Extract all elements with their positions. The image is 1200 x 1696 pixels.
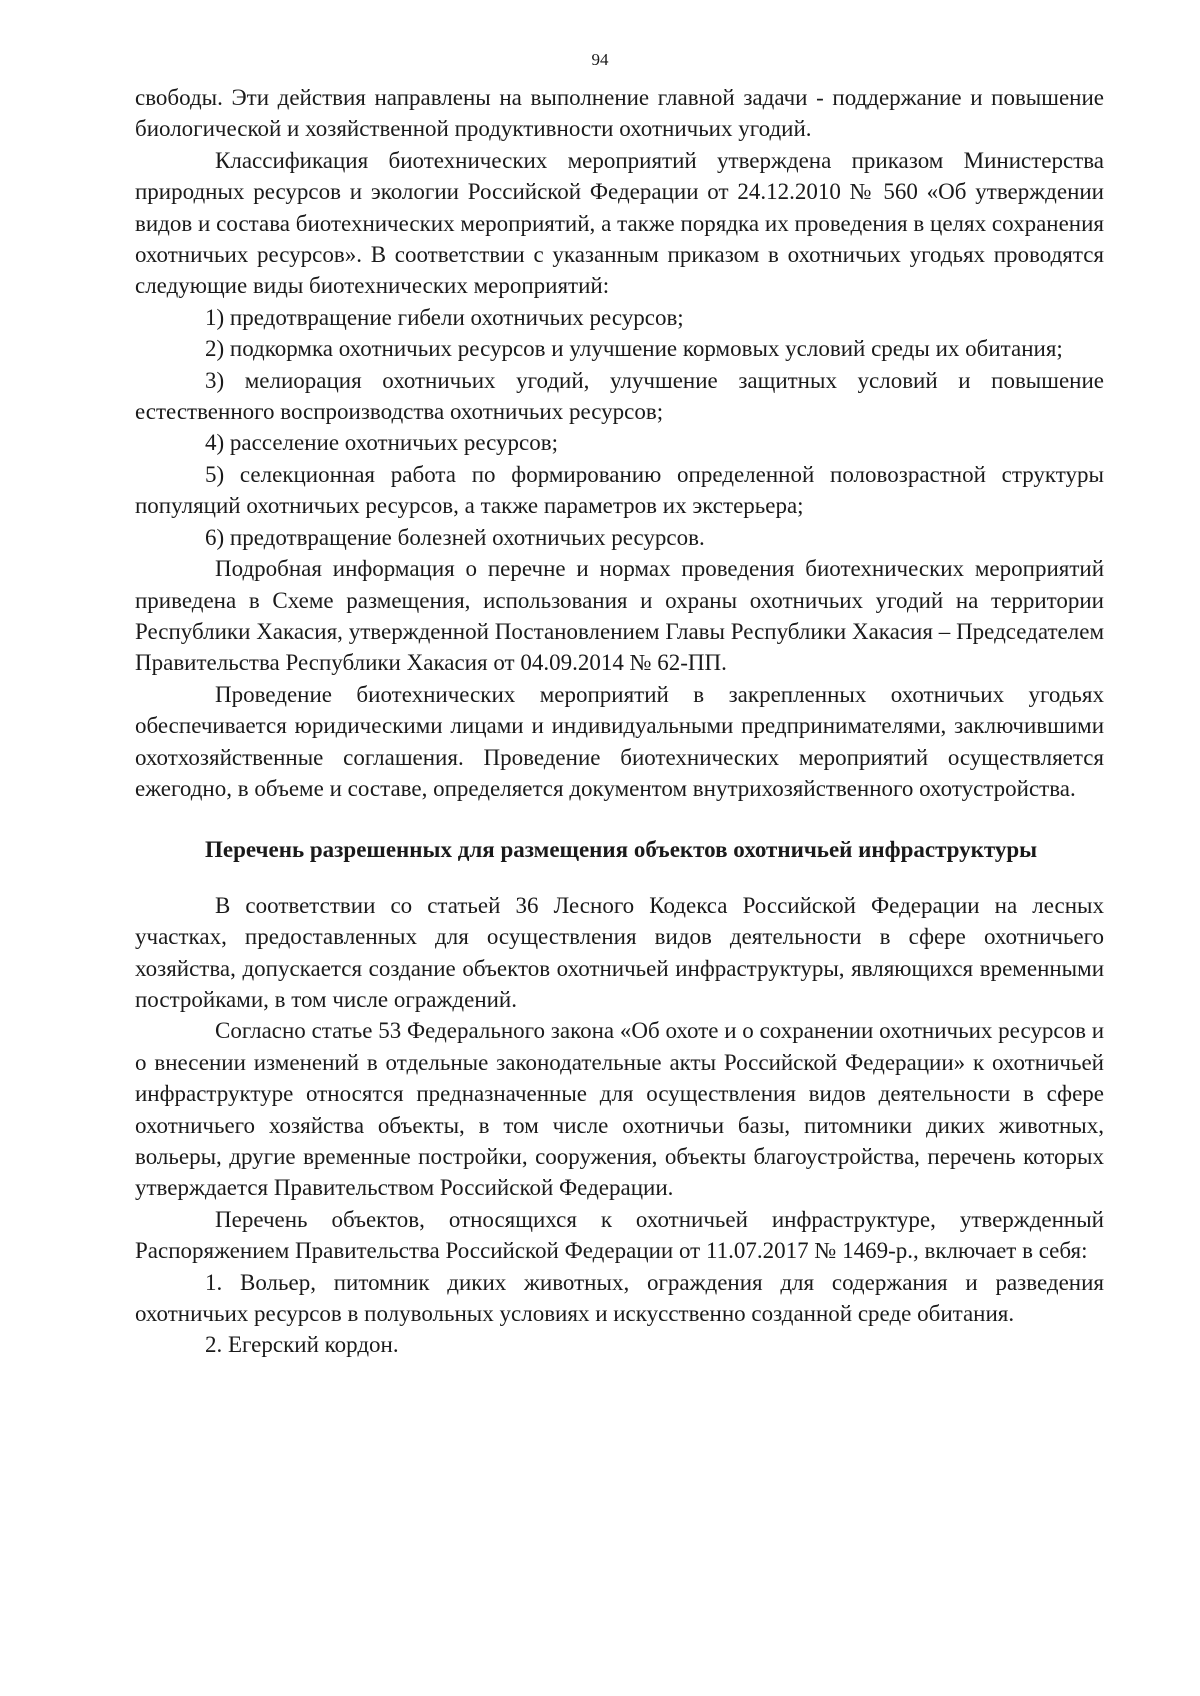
page-number: 94 (591, 50, 609, 69)
list-item: 6) предотвращение болезней охотничьих ресурсов. (205, 524, 705, 550)
list-item: 1) предотвращение гибели охотничьих ресурсов; (205, 304, 684, 330)
list-item: 2) подкормка охотничьих ресурсов и улучшение кормовых условий среды их обитания; (205, 336, 1063, 362)
list-item: 1. Вольер, питомник диких животных, ограждения для содержания и разведения охотничьих ресурсов в полувольных условиях и искусственно созданной среде обитания. (135, 1269, 1104, 1327)
paragraph-federal-law: Согласно статье 53 Федерального закона «Об охоте и о сохранении охотничьих ресурсов и о внесении изменений в отдельные законодательные акты Российской Федерации» к охотничьей инфраструктуре относятся предназначенные для осуществления видов деятельности в сфере охотничьего хозяйства объекты, в том числе охотничьи базы, питомники диких животных, вольеры, другие временные постройки, сооружения, объекты благоустройства, перечень которых утверждается Правительством Российской Федерации. (135, 1018, 1104, 1201)
paragraph-conduct: Проведение биотехнических мероприятий в закрепленных охотничьих угодьях обеспечивается юридическими лицами и индивидуальными предпринимателями, заключившими охотхозяйственные соглашения. Проведение биотехнических мероприятий осуществляется ежегодно, в объеме и составе, определяется документом внутрихозяйственного охотустройства. (135, 681, 1104, 801)
paragraph-classification: Классификация биотехнических мероприятий утверждена приказом Министерства природных ресурсов и экологии Российской Федерации от 24.12.2010 № 560 «Об утверждении видов и состава биотехнических мероприятий, а также порядка их проведения в целях сохранения охотничьих ресурсов». В соответствии с указанным приказом в охотничьих угодьях проводятся следующие виды биотехнических мероприятий: (135, 147, 1104, 299)
list-item: 3) мелиорация охотничьих угодий, улучшение защитных условий и повышение естественного воспроизводства охотничьих ресурсов; (135, 367, 1104, 425)
paragraph-forest-code: В соответствии со статьей 36 Лесного Кодекса Российской Федерации на лесных участках, предоставленных для осуществления видов деятельности в сфере охотничьего хозяйства, допускается создание объектов охотничьей инфраструктуры, являющихся временными постройками, в том числе ограждений. (135, 892, 1104, 1012)
paragraph-intro: свободы. Эти действия направлены на выполнение главной задачи - поддержание и повышение биологической и хозяйственной продуктивности охотничьих угодий. (135, 85, 1104, 142)
paragraph-detail: Подробная информация о перечне и нормах проведения биотехнических мероприятий приведена в Схеме размещения, использования и охраны охотничьих угодий на территории Республики Хакасия, утвержденной Постановлением Главы Республики Хакасия – Председателем Правительства Республики Хакасия от 04.09.2014 № 62-ПП. (135, 556, 1104, 676)
paragraph-list-intro: Перечень объектов, относящихся к охотничьей инфраструктуре, утвержденный Распоряжением Правительства Российской Федерации от 11.07.2017 № 1469-р., включает в себя: (135, 1206, 1104, 1264)
section-heading: Перечень разрешенных для размещения объектов охотничьей инфраструктуры (205, 837, 1038, 863)
list-item: 2. Егерский кордон. (205, 1332, 399, 1358)
list-item: 4) расселение охотничьих ресурсов; (205, 430, 558, 456)
measures-list (135, 302, 1104, 553)
list-item: 5) селекционная работа по формированию определенной половозрастной структуры популяций охотничьих ресурсов, а также параметров их экстерьера; (135, 461, 1104, 519)
document-body (135, 82, 1104, 1361)
objects-list (135, 1267, 1104, 1361)
